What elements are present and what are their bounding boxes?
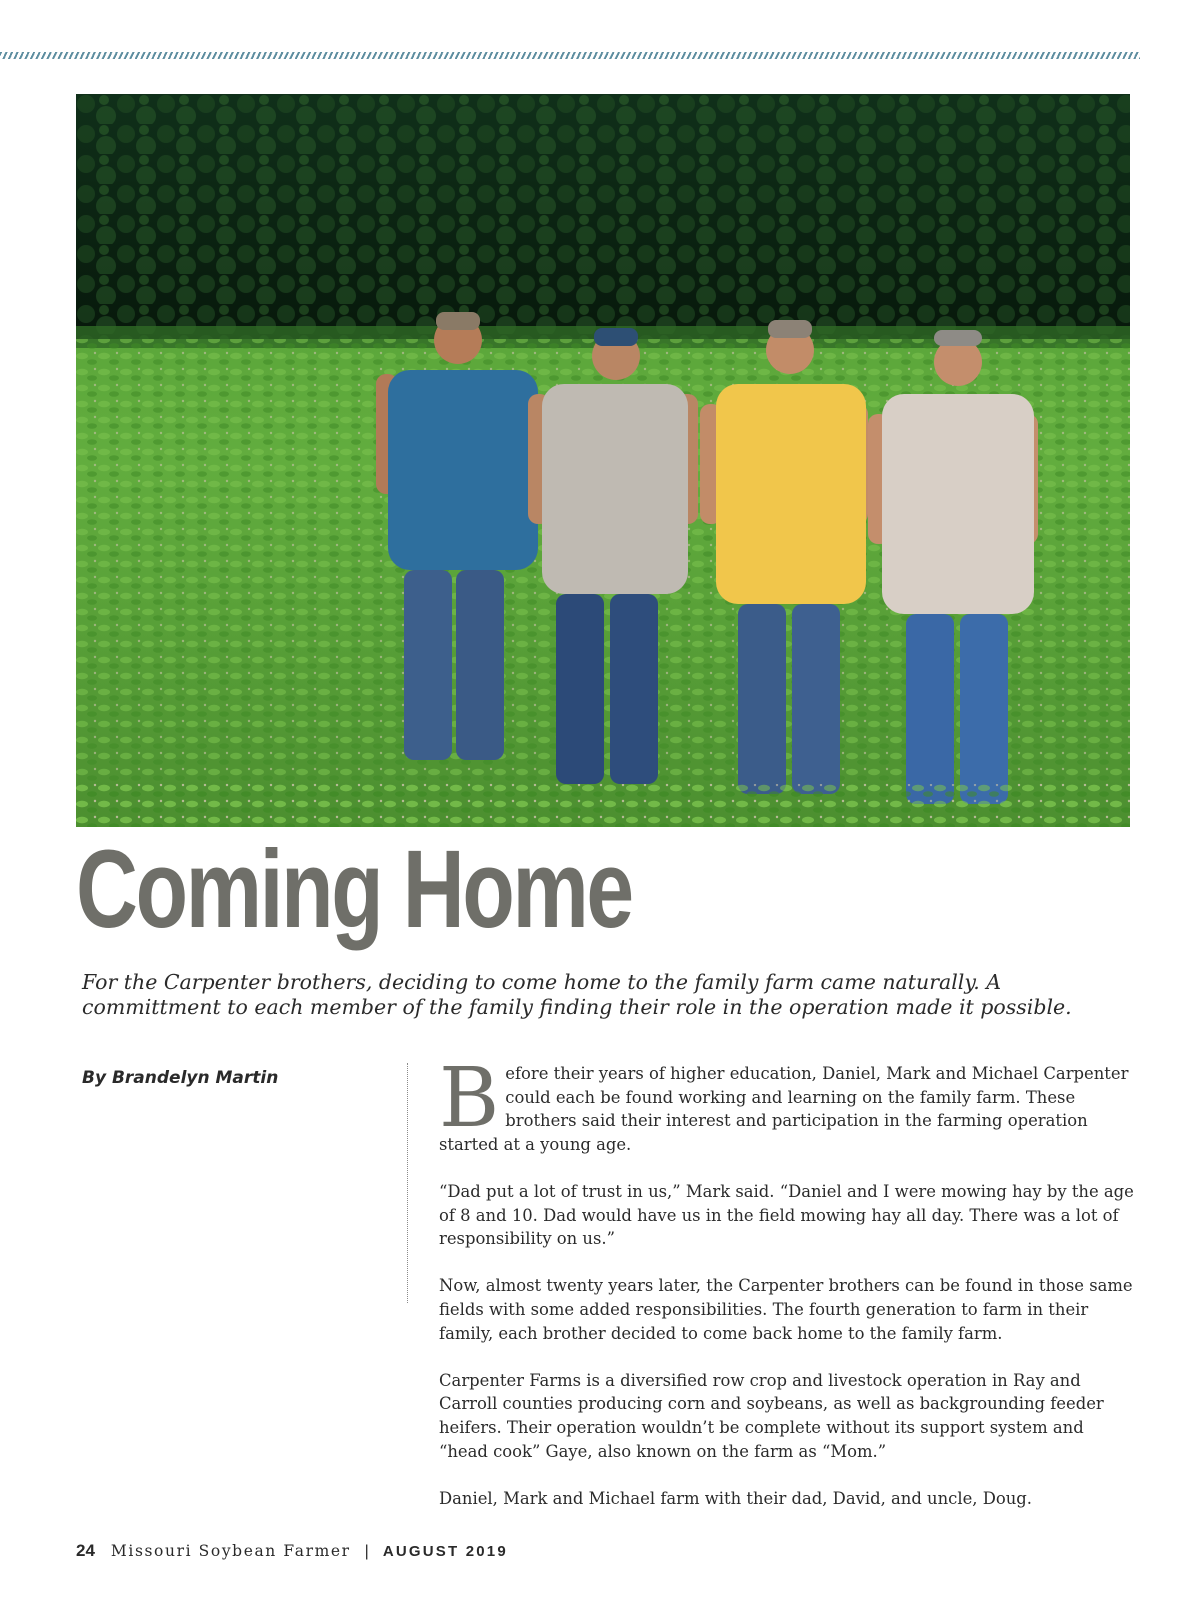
publication-name: Missouri Soybean Farmer [110,1542,351,1560]
paragraph: Daniel, Mark and Michael farm with their dad, David, and uncle, Doug. [439,1488,1032,1508]
drop-cap: B [439,1051,500,1146]
paragraph: “Dad put a lot of trust in us,” Mark said. “Daniel and I were mowing hay by the age of 8 and 10. Dad would have us in the field mowing hay all day. There was a lot of responsibility on us.” [439,1181,1134,1249]
article-body [439,1051,1134,1534]
deck-subtitle: For the Carpenter brothers, deciding to come home to the family farm came naturally. A committment to each member of the family finding their role in the operation made it possible. [82,970,1072,1019]
paragraph [439,1051,1134,1156]
headline: Coming Home [76,828,632,951]
page-number: 24 [76,1541,95,1560]
column-divider [407,1063,408,1303]
paragraph-text: efore their years of higher education, Daniel, Mark and Michael Carpenter could each be found working and learning on the family farm. These brothers said their interest and participation in the farming operation started at a young age. [439,1064,1129,1154]
issue-date: AUGUST 2019 [382,1543,508,1560]
paragraph: Now, almost twenty years later, the Carpenter brothers can be found in those same fields with some added responsibilities. The fourth generation to farm in their family, each brother decided to come back home to the family farm. [439,1276,1133,1343]
decorative-top-rule [0,52,1140,59]
hero-photo [76,94,1130,827]
byline: By Brandelyn Martin [82,1068,279,1088]
paragraph: Carpenter Farms is a diversified row crop and livestock operation in Ray and Carroll counties producing corn and soybeans, as well as backgrounding feeder heifers. Their operation wouldn’t be complete without its support system and “head cook” Gaye, also known on the farm as “Mom.” [439,1370,1104,1461]
page-footer [76,1541,508,1561]
footer-separator: | [364,1543,369,1560]
